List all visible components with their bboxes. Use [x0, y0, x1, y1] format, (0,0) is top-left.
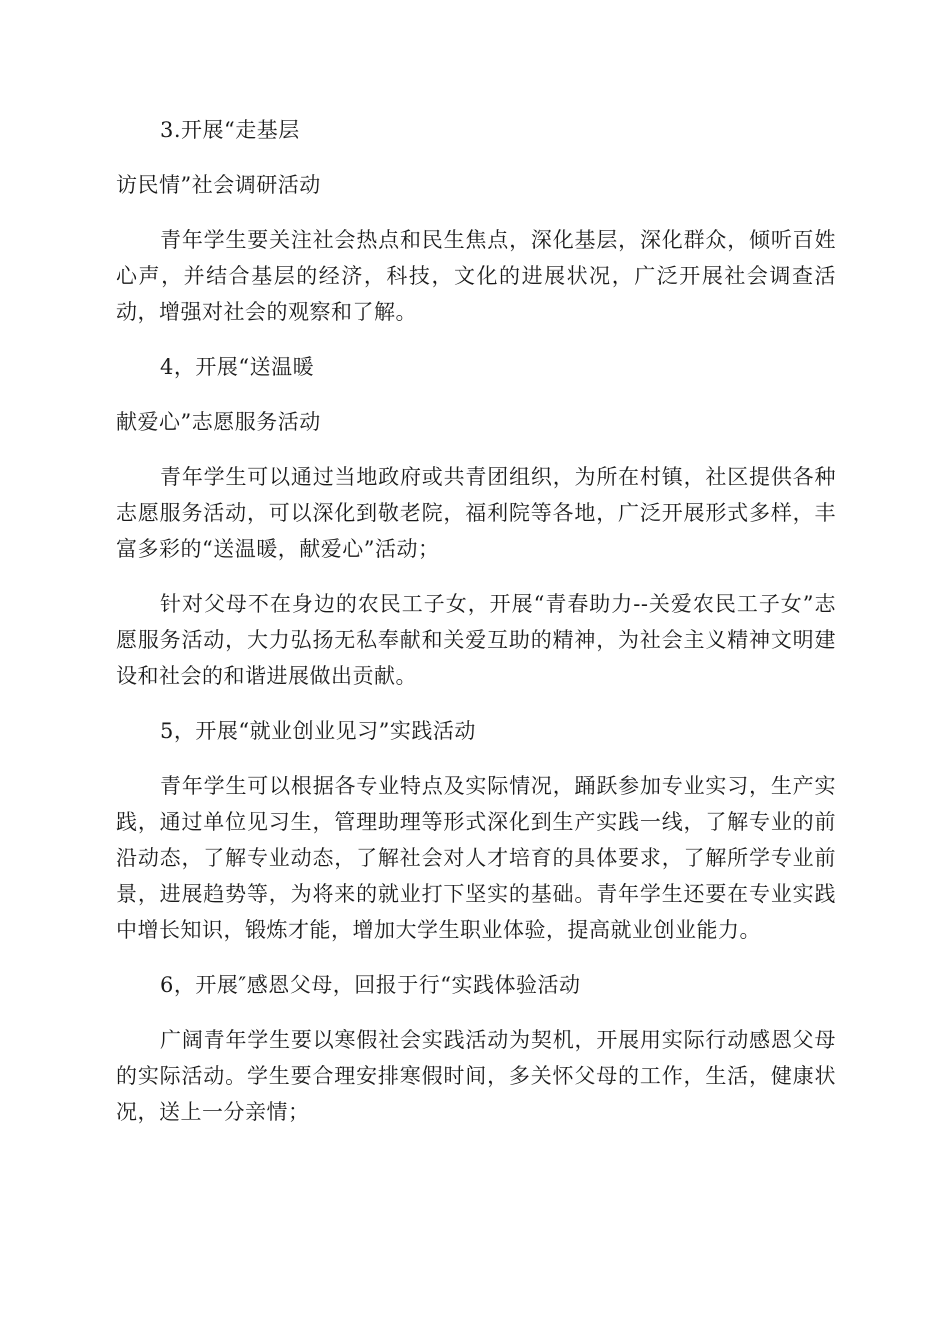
section-3-heading: 3.开展“走基层 — [160, 118, 300, 142]
section-4-paragraph-2: 针对父母不在身边的农民工子女，开展“青春助力--关爱农民工子女”志愿服务活动，大力弘扬无私奉献和关爱互助的精神，为社会主义精神文明建设和社会的和谐进展做出贡献。 — [116, 592, 836, 688]
section-3-heading-continued: 访民情”社会调研活动 — [116, 173, 321, 197]
section-4-heading-continued: 献爱心”志愿服务活动 — [116, 410, 321, 434]
section-4-heading: 4，开展“送温暖 — [160, 355, 315, 379]
document-body — [116, 112, 836, 1149]
section-6-heading: 6，开展″感恩父母，回报于行“实践体验活动 — [160, 973, 581, 997]
section-5-heading: 5，开展“就业创业见习”实践活动 — [160, 719, 476, 743]
section-6-paragraph: 广阔青年学生要以寒假社会实践活动为契机，开展用实际行动感恩父母的实际活动。学生要合理安排寒假时间，多关怀父母的工作，生活，健康状况，送上一分亲情； — [116, 1028, 836, 1124]
section-3-paragraph: 青年学生要关注社会热点和民生焦点，深化基层，深化群众，倾听百姓心声，并结合基层的经济，科技，文化的进展状况，广泛开展社会调查活动，增强对社会的观察和了解。 — [116, 228, 836, 324]
section-5-paragraph: 青年学生可以根据各专业特点及实际情况，踊跃参加专业实习，生产实践，通过单位见习生，管理助理等形式深化到生产实践一线，了解专业的前沿动态，了解专业动态，了解社会对人才培育的具体要求，了解所学专业前景，进展趋势等，为将来的就业打下坚实的基础。青年学生还要在专业实践中增长知识，锻炼才能，增加大学生职业体验，提高就业创业能力。 — [116, 774, 836, 942]
section-4-paragraph-1: 青年学生可以通过当地政府或共青团组织，为所在村镇，社区提供各种志愿服务活动，可以深化到敬老院，福利院等各地，广泛开展形式多样，丰富多彩的“送温暖，献爱心”活动； — [116, 465, 836, 561]
